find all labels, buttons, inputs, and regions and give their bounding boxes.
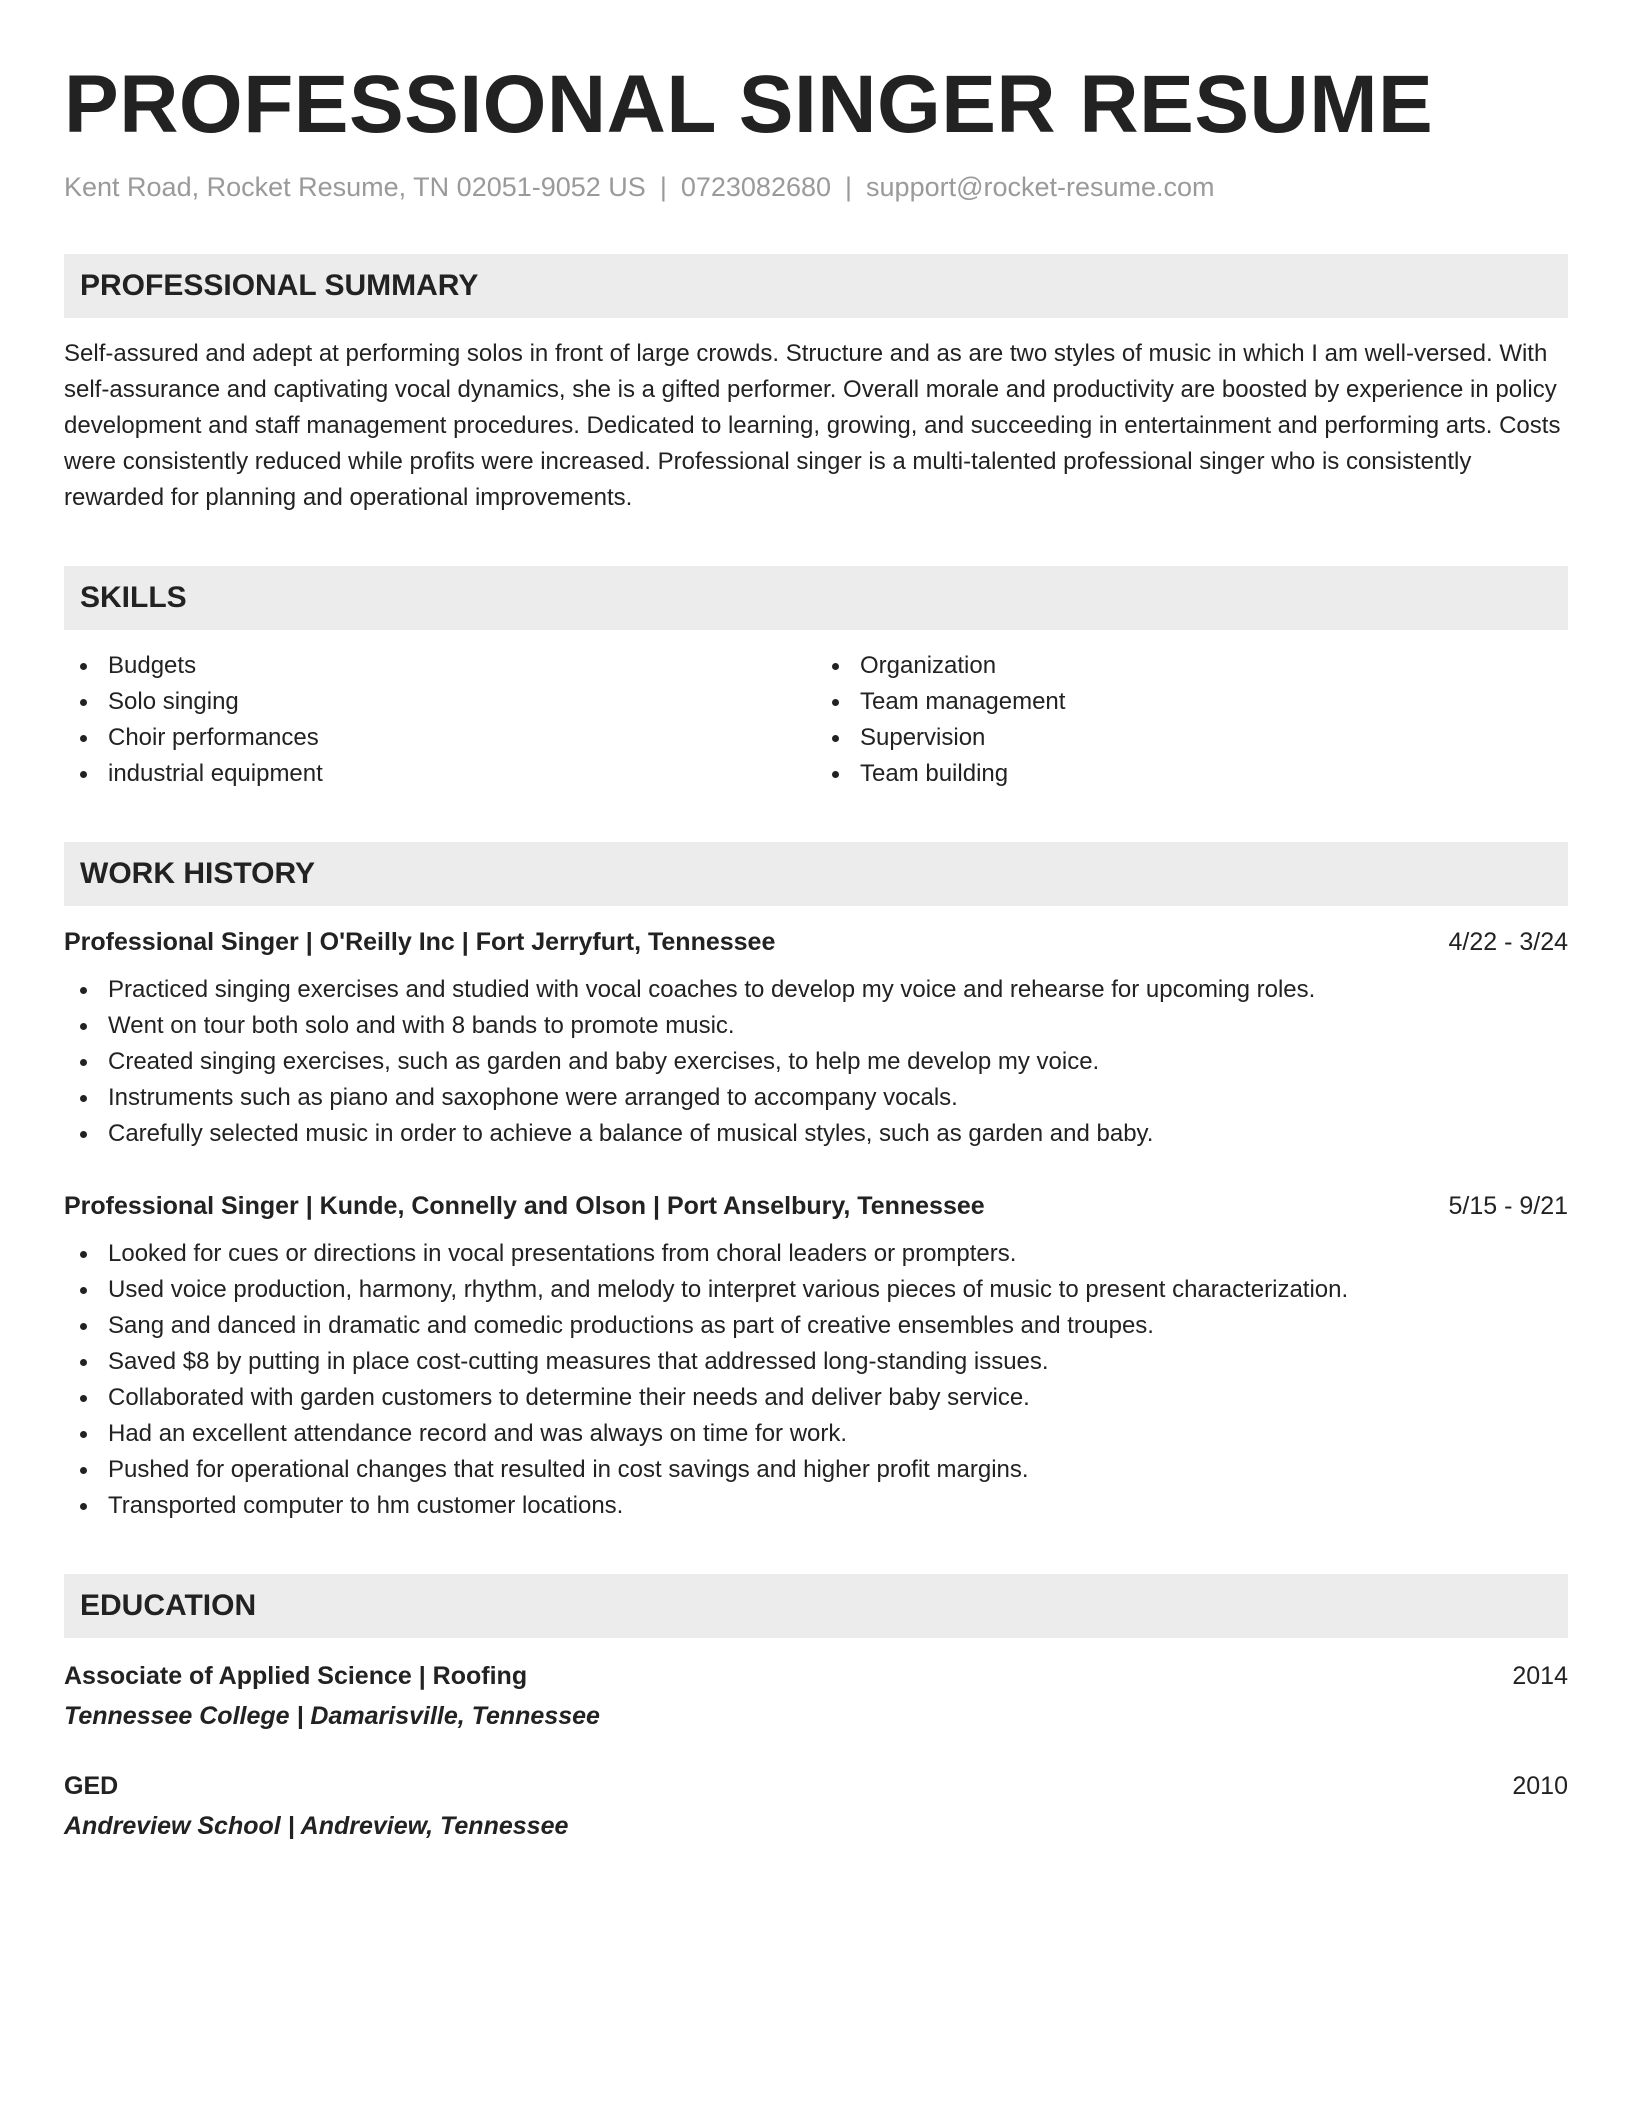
- duty-item: Looked for cues or directions in vocal presentations from choral leaders or prompters.: [64, 1236, 1568, 1272]
- skill-item: Budgets: [64, 648, 816, 684]
- job-title: Professional Singer | O'Reilly Inc | Fort Jerryfurt, Tennessee: [64, 928, 776, 956]
- job-header: [64, 1188, 1568, 1224]
- contact-address: Kent Road, Rocket Resume, TN 02051-9052 US: [64, 172, 646, 202]
- skill-item: Team management: [816, 684, 1568, 720]
- skill-item: Supervision: [816, 720, 1568, 756]
- contact-line: [64, 170, 1568, 204]
- skill-item: Organization: [816, 648, 1568, 684]
- job-entry: [64, 1188, 1568, 1524]
- education-year: 2010: [1512, 1772, 1568, 1800]
- skills-list: [64, 648, 1568, 792]
- section-header-summary: PROFESSIONAL SUMMARY: [64, 254, 1568, 318]
- skill-item: Team building: [816, 756, 1568, 792]
- job-dates: 5/15 - 9/21: [1448, 1192, 1568, 1220]
- education-header: [64, 1768, 1568, 1804]
- contact-separator: |: [659, 172, 667, 202]
- contact-phone: 0723082680: [680, 172, 832, 202]
- resume-title: PROFESSIONAL SINGER RESUME: [64, 59, 1434, 150]
- duty-item: Transported computer to hm customer locations.: [64, 1488, 1568, 1524]
- duty-item: Sang and danced in dramatic and comedic productions as part of creative ensembles and troupes.: [64, 1308, 1568, 1344]
- duty-item: Practiced singing exercises and studied with vocal coaches to develop my voice and rehearse for upcoming roles.: [64, 972, 1568, 1008]
- resume-page: [64, 58, 1568, 1844]
- education-school: Andreview School | Andreview, Tennessee: [64, 1812, 569, 1840]
- skills-column-right: [816, 648, 1568, 792]
- duty-item: Carefully selected music in order to achieve a balance of musical styles, such as garden and baby.: [64, 1116, 1568, 1152]
- job-dates: 4/22 - 3/24: [1448, 928, 1568, 956]
- education-year: 2014: [1512, 1662, 1568, 1690]
- education-degree: Associate of Applied Science | Roofing: [64, 1662, 528, 1690]
- job-title: Professional Singer | Kunde, Connelly and Olson | Port Anselbury, Tennessee: [64, 1192, 985, 1220]
- skill-item: Solo singing: [64, 684, 816, 720]
- education-header: [64, 1658, 1568, 1694]
- contact-email: support@rocket-resume.com: [866, 172, 1215, 202]
- job-entry: [64, 924, 1568, 1152]
- contact-separator: |: [845, 172, 853, 202]
- education-school: Tennessee College | Damarisville, Tennessee: [64, 1702, 600, 1730]
- duty-item: Used voice production, harmony, rhythm, and melody to interpret various pieces of music to present characterization.: [64, 1272, 1568, 1308]
- skill-item: Choir performances: [64, 720, 816, 756]
- duty-item: Pushed for operational changes that resulted in cost savings and higher profit margins.: [64, 1452, 1568, 1488]
- duty-item: Collaborated with garden customers to determine their needs and deliver baby service.: [64, 1380, 1568, 1416]
- duty-item: Created singing exercises, such as garden and baby exercises, to help me develop my voice.: [64, 1044, 1568, 1080]
- education-entry: [64, 1768, 1568, 1844]
- section-header-skills: SKILLS: [64, 566, 1568, 630]
- duty-item: Saved $8 by putting in place cost-cutting measures that addressed long-standing issues.: [64, 1344, 1568, 1380]
- summary-text: Self-assured and adept at performing solos in front of large crowds. Structure and as are two styles of music in which I am well-versed. With self-assurance and captivating vocal dynamics, she is a gifted performer. Overall morale and productivity are boosted by experience in policy development and staff management procedures. Dedicated to learning, growing, and succeeding in entertainment and performing arts. Costs were consistently reduced while profits were increased. Professional singer is a multi-talented professional singer who is consistently rewarded for planning and operational improvements.: [64, 340, 1561, 511]
- skills-column-left: [64, 648, 816, 792]
- education-degree: GED: [64, 1772, 119, 1800]
- job-duties: [64, 972, 1568, 1152]
- job-header: [64, 924, 1568, 960]
- education-entry: [64, 1658, 1568, 1734]
- duty-item: Instruments such as piano and saxophone were arranged to accompany vocals.: [64, 1080, 1568, 1116]
- duty-item: Had an excellent attendance record and was always on time for work.: [64, 1416, 1568, 1452]
- skill-item: industrial equipment: [64, 756, 816, 792]
- section-header-work: WORK HISTORY: [64, 842, 1568, 906]
- section-header-education: EDUCATION: [64, 1574, 1568, 1638]
- duty-item: Went on tour both solo and with 8 bands to promote music.: [64, 1008, 1568, 1044]
- job-duties: [64, 1236, 1568, 1524]
